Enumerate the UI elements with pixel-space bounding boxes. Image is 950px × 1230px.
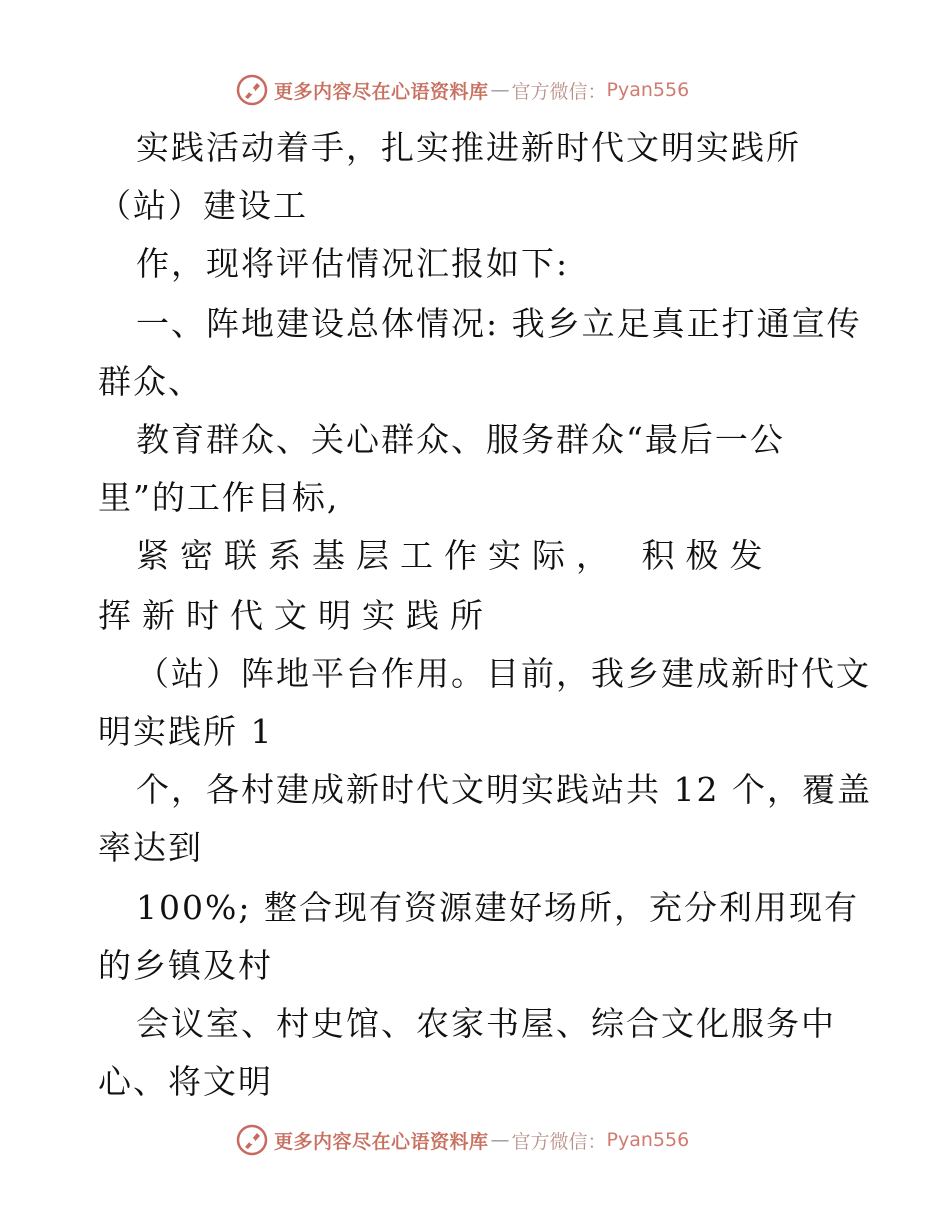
watermark-brand: 更多内容尽在心语资料库 [274, 1130, 489, 1153]
body-line: 一、阵地建设总体情况: 我乡立足真正打通宣传 [136, 304, 862, 343]
body-line: 里”的工作目标, [98, 478, 340, 517]
body-line: 会议室、村史馆、农家书屋、综合文化服务中 [136, 1004, 836, 1043]
watermark-separator: — [490, 79, 510, 101]
body-line: 挥新时代文明实践所 [98, 596, 494, 635]
header-watermark [236, 72, 689, 108]
body-line: 100%; 整合现有资源建好场所，充分利用现有 [136, 888, 859, 927]
body-line: 紧密联系基层工作实际， 积极发 [136, 536, 774, 575]
footer-watermark [236, 1122, 689, 1158]
body-line: （站）阵地平台作用。目前，我乡建成新时代文 [136, 654, 871, 693]
body-line: （站）建设工 [98, 186, 308, 225]
pen-circle-logo-icon [236, 1124, 268, 1156]
watermark-wechat-label: 官方微信： [511, 1130, 607, 1153]
watermark-brand: 更多内容尽在心语资料库 [274, 80, 489, 103]
body-line: 作，现将评估情况汇报如下: [136, 244, 570, 283]
body-line: 的乡镇及村 [98, 946, 273, 985]
watermark-wechat-label: 官方微信： [511, 80, 607, 103]
body-line: 个，各村建成新时代文明实践站共 12 个，覆盖 [136, 770, 872, 809]
body-line: 群众、 [98, 362, 203, 401]
body-line: 明实践所 1 [98, 712, 274, 751]
watermark-separator: — [490, 1129, 510, 1151]
body-line: 教育群众、关心群众、服务群众“最后一公 [136, 420, 785, 459]
watermark-wechat-id: Pyan556 [606, 1129, 690, 1151]
body-line: 实践活动着手，扎实推进新时代文明实践所 [136, 128, 801, 167]
watermark-wechat-id: Pyan556 [606, 79, 690, 101]
body-line: 心、将文明 [98, 1062, 273, 1101]
pen-circle-logo-icon [236, 74, 268, 106]
body-line: 率达到 [98, 828, 203, 867]
